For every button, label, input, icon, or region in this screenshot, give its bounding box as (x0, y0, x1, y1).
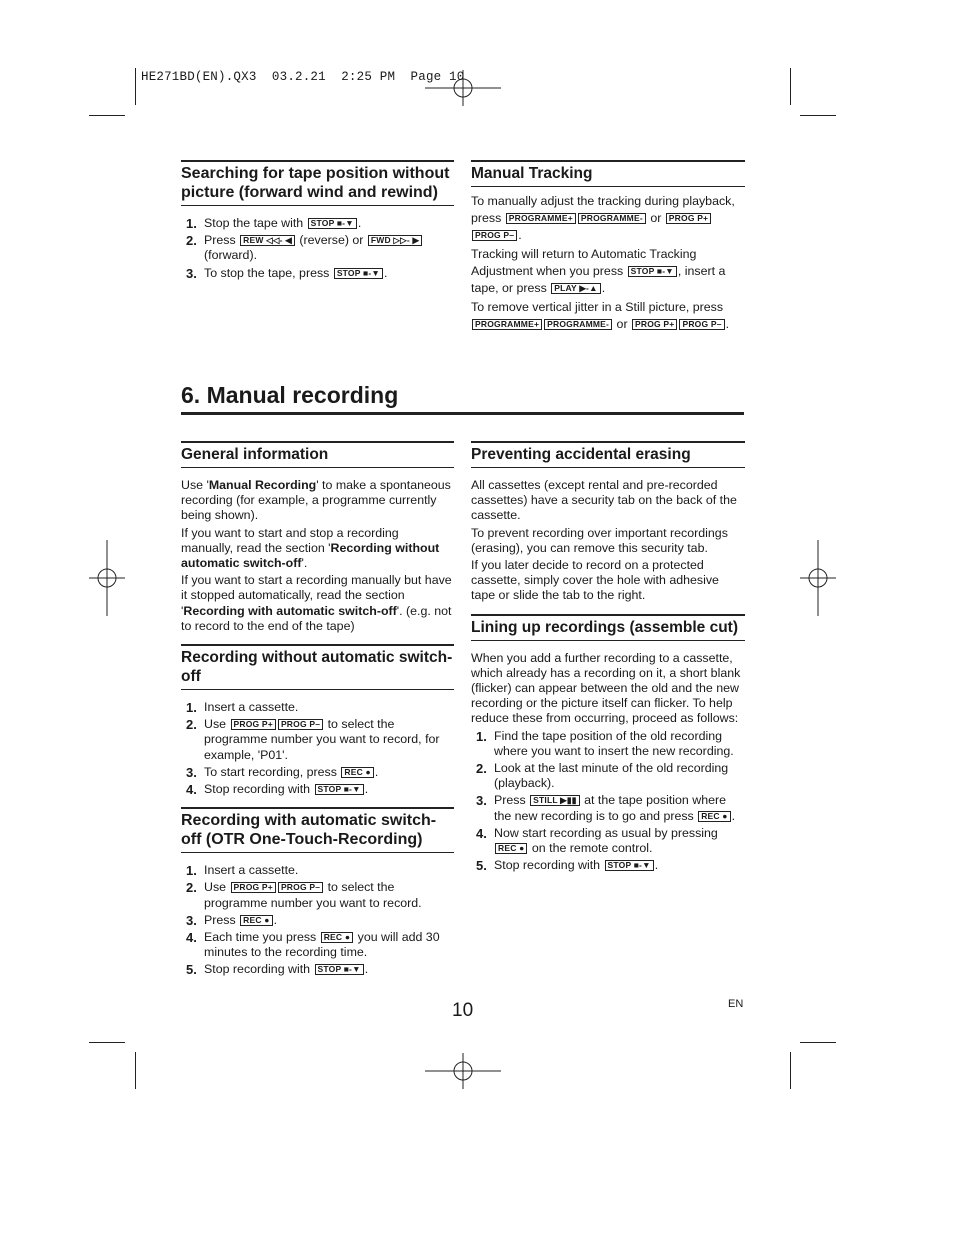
section-heading: Lining up recordings (assemble cut) (471, 614, 745, 641)
rec-key: REC ● (698, 811, 730, 822)
stop-key: STOP ■-▼ (628, 266, 677, 277)
stop-key: STOP ■-▼ (315, 784, 364, 795)
stop-key: STOP ■-▼ (308, 218, 357, 229)
section-heading: Searching for tape position without picture (forward wind and rewind) (181, 160, 454, 206)
page-title: 6. Manual recording (181, 382, 744, 415)
prog-p-plus-key: PROG P+ (666, 213, 711, 224)
section-heading: Manual Tracking (471, 160, 745, 187)
list-item: 3. Press STILL ▶▮▮ at the tape position where the new recording is to go and press REC ● . (476, 793, 736, 823)
prog-p-minus-key: PROG P– (278, 719, 323, 730)
paragraph: Tracking will return to Automatic Tracking Adjustment when you press STOP ■-▼ , insert a tape, or press PLAY ▶-▲ . (471, 247, 726, 295)
list-item: 1. Stop the tape with STOP ■-▼ . (186, 216, 362, 231)
print-slug: HE271BD(EN).QX3 03.2.21 2:25 PM Page 10 (141, 70, 465, 84)
list-item: 3. To start recording, press REC ● . (186, 764, 379, 780)
prog-p-minus-key: PROG P– (679, 319, 724, 330)
rec-key: REC ● (321, 932, 353, 943)
tracking-section (471, 160, 745, 335)
rec-key: REC ● (341, 767, 373, 778)
crop-mark (790, 68, 791, 105)
paragraph: When you add a further recording to a cassette, which already has a recording on it, a short blank (flicker) can appear between the old and the new recording or the picture itself can flicker. To help reduce these from occurring, proceed as follows: (471, 650, 741, 726)
rec-key: REC ● (240, 915, 272, 926)
list-item: 2. Press REW ◁◁- ◀ (reverse) or FWD ▷▷- ▶ (forward). (186, 233, 454, 263)
paragraph: If you want to start and stop a recording manually, read the section 'Recording without automatic switch-off'. (181, 525, 440, 571)
language-tag: EN (728, 998, 744, 1010)
prog-p-plus-key: PROG P+ (632, 319, 677, 330)
paragraph: If you want to start a recording manually but have it stopped automatically, read the section 'Recording with automatic switch-off'. (e.g. not to record to the end of the tape) (181, 573, 452, 633)
play-key: PLAY ▶-▲ (551, 283, 600, 294)
registration-mark-icon (89, 540, 125, 616)
paragraph: To prevent recording over important recordings (erasing), you can remove this security tab. (471, 525, 728, 555)
search-section (181, 160, 454, 283)
stop-key: STOP ■-▼ (334, 268, 383, 279)
programme-minus-key: PROGRAMME- (544, 319, 612, 330)
section-heading: Recording without automatic switch-off (181, 644, 454, 690)
crop-mark (800, 115, 836, 116)
list-item: 5. Stop recording with STOP ■-▼ . (186, 962, 369, 978)
left-column (181, 441, 454, 980)
list-item: 2. Use PROG P+ PROG P– to select the programme number you want to record. (186, 880, 422, 910)
stop-key: STOP ■-▼ (605, 860, 654, 871)
paragraph: If you later decide to record on a protected cassette, simply cover the hole with adhesive tape or slide the tab to the right. (471, 558, 719, 603)
list-item: 5. Stop recording with STOP ■-▼ . (476, 858, 659, 874)
list-item: 1. Insert a cassette. (186, 863, 299, 879)
stop-key: STOP ■-▼ (315, 964, 364, 975)
rew-key: REW ◁◁- ◀ (240, 235, 295, 246)
list-item: 4. Now start recording as usual by pressing REC ● on the remote control. (476, 825, 718, 856)
list-item: 4. Each time you press REC ● you will add 30 minutes to the recording time. (186, 930, 440, 960)
crop-mark (790, 1052, 791, 1089)
programme-plus-key: PROGRAMME+ (506, 213, 576, 224)
list-item: 3. To stop the tape, press STOP ■-▼ . (186, 265, 388, 281)
still-key: STILL ▶▮▮ (530, 795, 580, 806)
list-item: 1. Find the tape position of the old recording where you want to insert the new recording. (476, 728, 734, 758)
section-heading: Recording with automatic switch-off (OTR One-Touch-Recording) (181, 807, 454, 853)
crop-mark (135, 1052, 136, 1089)
prog-p-plus-key: PROG P+ (231, 719, 276, 730)
list-item: 3. Press REC ● . (186, 912, 278, 928)
prog-p-plus-key: PROG P+ (231, 882, 276, 893)
list-item: 2. Look at the last minute of the old recording (playback). (476, 761, 729, 791)
fwd-key: FWD ▷▷- ▶ (368, 235, 422, 246)
paragraph: To remove vertical jitter in a Still picture, press PROGRAMME+ PROGRAMME- or PROG P+ PROG P– . (471, 300, 730, 331)
programme-minus-key: PROGRAMME- (578, 213, 646, 224)
crop-mark (89, 115, 125, 116)
list-item: 4. Stop recording with STOP ■-▼ . (186, 782, 369, 798)
prog-p-minus-key: PROG P– (472, 230, 517, 241)
right-column (471, 441, 745, 875)
registration-mark-icon (425, 1053, 501, 1089)
list-item: 1. Insert a cassette. (186, 700, 299, 716)
page-number: 10 (452, 1000, 474, 1021)
crop-mark (800, 1042, 836, 1043)
section-heading: General information (181, 441, 454, 468)
paragraph: All cassettes (except rental and pre-recorded cassettes) have a security tab on the back of the cassette. (471, 478, 737, 523)
prog-p-minus-key: PROG P– (278, 882, 323, 893)
registration-mark-icon (800, 540, 836, 616)
section-heading: Preventing accidental erasing (471, 441, 745, 468)
crop-mark (135, 68, 136, 105)
rec-key: REC ● (495, 843, 527, 854)
paragraph: To manually adjust the tracking during playback, press PROGRAMME+ PROGRAMME- or PROG P+ PROG P– . (471, 194, 735, 242)
crop-mark (89, 1042, 125, 1043)
programme-plus-key: PROGRAMME+ (472, 319, 542, 330)
paragraph: Use 'Manual Recording' to make a spontaneous recording (for example, a programme currently being shown). (181, 478, 451, 523)
list-item: 2. Use PROG P+ PROG P– to select the programme number you want to record, for example, 'P01'. (186, 717, 440, 762)
